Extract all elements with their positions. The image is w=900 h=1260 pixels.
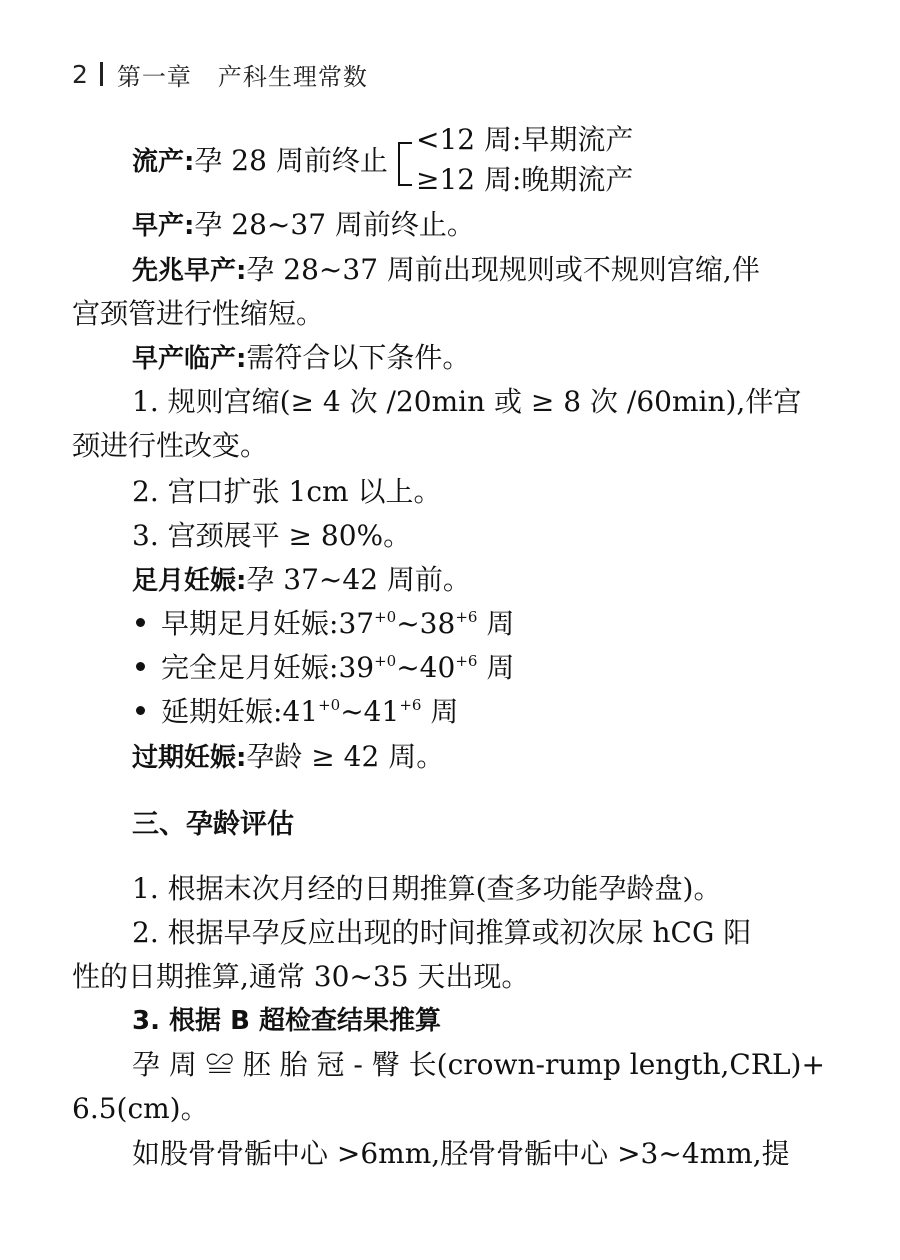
condition-1b: 颈进行性改变。 <box>72 429 269 462</box>
bullet-icon <box>136 618 145 627</box>
threatened-text-1: 孕 28~37 周前出现规则或不规则宫缩,伴 <box>246 253 760 286</box>
condition-3: 3. 宫颈展平 ≥ 80%。 <box>132 519 412 552</box>
condition-2: 2. 宫口扩张 1cm 以上。 <box>132 475 442 508</box>
running-header <box>72 58 368 90</box>
method-2a: 2. 根据早孕反应出现的时间推算或初次尿 hCG 阳 <box>132 916 752 949</box>
abortion-text: 孕 28 周前终止 <box>194 144 388 177</box>
preterm-labor-definition <box>132 340 470 377</box>
method-1: 1. 根据末次月经的日期推算(查多功能孕龄盘)。 <box>132 872 722 905</box>
post-term-text: 孕龄 ≥ 42 周。 <box>246 740 445 773</box>
preterm-text: 孕 28~37 周前终止。 <box>194 208 475 241</box>
crl-formula-b: 6.5(cm)。 <box>72 1092 209 1125</box>
condition-1a: 1. 规则宫缩(≥ 4 次 /20min 或 ≥ 8 次 /60min),伴宫 <box>132 385 802 418</box>
full-term-definition <box>132 562 471 599</box>
bullet-icon <box>136 706 145 715</box>
abortion-late: ≥12 周:晚期流产 <box>416 163 634 196</box>
threatened-text-2: 宫颈管进行性缩短。 <box>72 297 325 330</box>
chapter-label: 第一章 <box>116 62 192 91</box>
femur-text: 如股骨骨骺中心 >6mm,胫骨骨骺中心 >3~4mm,提 <box>132 1137 790 1170</box>
abortion-definition <box>132 143 388 180</box>
crl-formula-a: 孕 周 ≌ 胚 胎 冠 - 臀 长(crown-rump length,CRL)+ <box>132 1048 825 1081</box>
term-post-term: 过期妊娠: <box>132 743 247 773</box>
term-full-term: 足月妊娠: <box>132 566 247 596</box>
term-preterm-labor: 早产临产: <box>132 344 247 374</box>
complete-full-term-item: 完全足月妊娠$:39^{+0}\sim 40^{+6}$ 周 <box>132 650 514 686</box>
full-term-text: 孕 37~42 周前。 <box>246 563 471 596</box>
chapter-title: 产科生理常数 <box>217 62 368 91</box>
method-2b: 性的日期推算,通常 30~35 天出现。 <box>72 960 530 993</box>
abortion-early: <12 周:早期流产 <box>416 123 634 156</box>
preterm-labor-text: 需符合以下条件。 <box>246 341 471 374</box>
term-abortion: 流产: <box>132 147 195 177</box>
bracket <box>398 142 412 186</box>
bullet-icon <box>136 662 145 671</box>
method-3-heading: 3. 根据 B 超检查结果推算 <box>132 1006 441 1036</box>
post-term-definition <box>132 739 444 776</box>
preterm-definition <box>132 207 475 244</box>
page-number: 2 <box>72 59 88 89</box>
term-threatened-preterm: 先兆早产: <box>132 256 247 286</box>
header-divider <box>100 62 103 86</box>
early-full-term-item: 早期足月妊娠$:37^{+0}\sim 38^{+6}$ 周 <box>132 606 514 642</box>
section-heading: 三、孕龄评估 <box>132 809 294 840</box>
term-preterm: 早产: <box>132 211 195 241</box>
late-term-item: 延期妊娠$:41^{+0}\sim 41^{+6}$ 周 <box>132 694 458 730</box>
threatened-preterm-definition <box>132 252 760 289</box>
